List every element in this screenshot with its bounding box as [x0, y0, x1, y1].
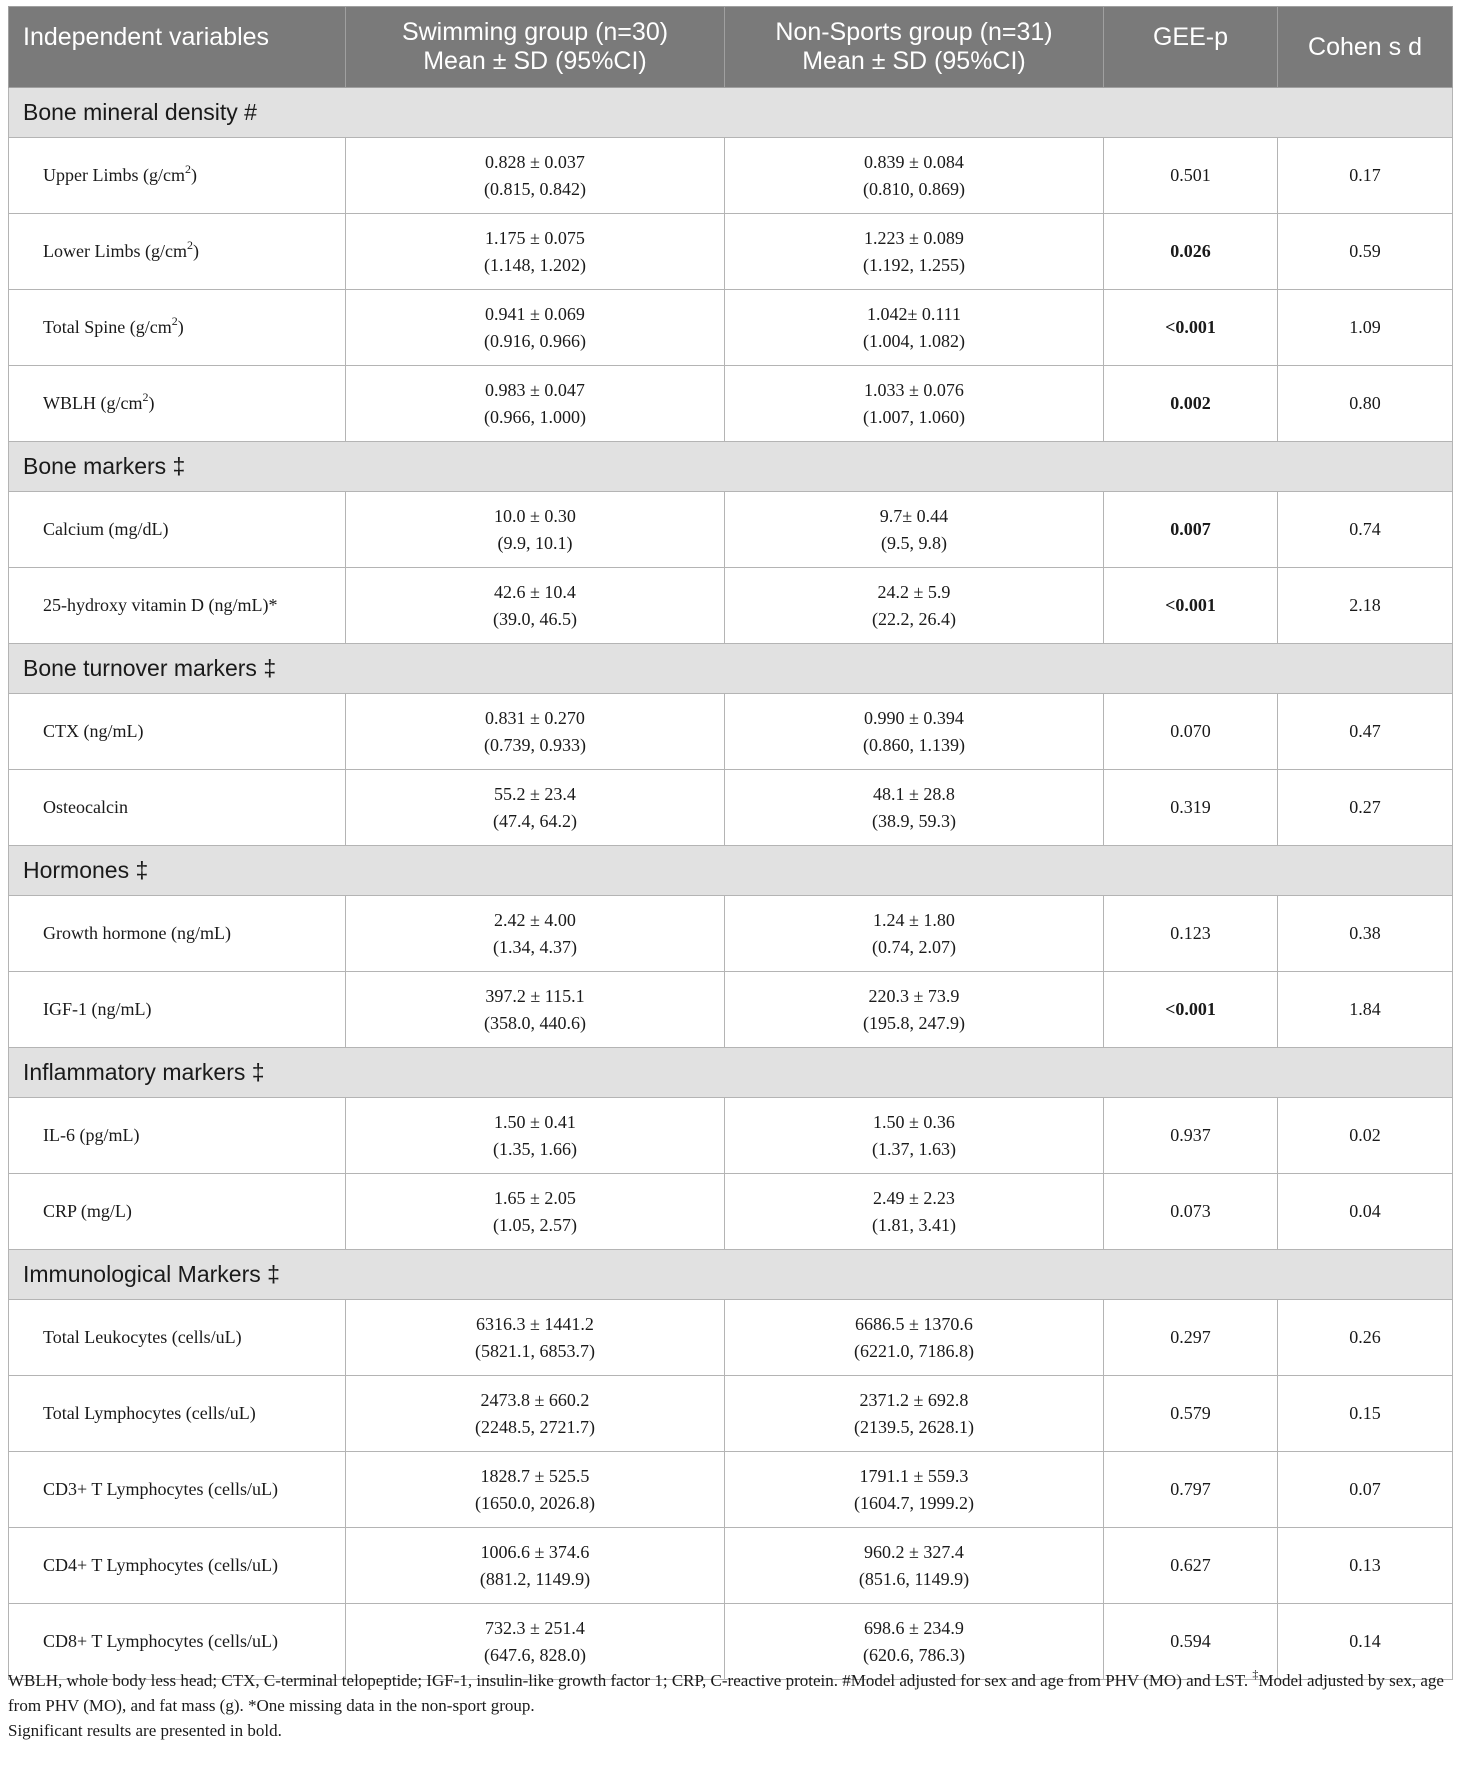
- non-sports-value-cell: [725, 492, 1104, 568]
- swimming-value-cell: [346, 1174, 725, 1250]
- non-sports-mean-sd: 6686.5 ± 1370.6: [855, 1313, 973, 1334]
- header-non-sports-group-line2: Mean ± SD (95%CI): [802, 47, 1026, 75]
- cohens-d-cell: 0.80: [1278, 366, 1453, 442]
- gee-p-cell: 0.026: [1104, 214, 1278, 290]
- table-row: [9, 1452, 1453, 1528]
- gee-p-cell: 0.627: [1104, 1528, 1278, 1604]
- non-sports-ci: (1.192, 1.255): [863, 254, 965, 275]
- non-sports-value-cell: [725, 138, 1104, 214]
- cohens-d-cell: 0.07: [1278, 1452, 1453, 1528]
- swimming-value-cell: [346, 1300, 725, 1376]
- swimming-value-cell: [346, 366, 725, 442]
- non-sports-ci: (1.37, 1.63): [872, 1138, 956, 1159]
- swimming-value-cell: [346, 568, 725, 644]
- non-sports-mean-sd: 1.50 ± 0.36: [873, 1111, 955, 1132]
- variable-cell: [9, 1376, 346, 1452]
- section-row: [9, 644, 1453, 694]
- gee-p-cell: 0.594: [1104, 1604, 1278, 1680]
- non-sports-mean-sd: 1.033 ± 0.076: [864, 379, 964, 400]
- variable-label: IL-6 (pg/mL): [43, 1125, 140, 1145]
- table-row: [9, 1376, 1453, 1452]
- gee-p-cell: 0.501: [1104, 138, 1278, 214]
- variable-unit-superscript: 2: [171, 314, 178, 328]
- non-sports-value-cell: [725, 214, 1104, 290]
- cohens-d-cell: 1.84: [1278, 972, 1453, 1048]
- section-row: [9, 442, 1453, 492]
- variable-label: Calcium (mg/dL): [43, 519, 169, 539]
- table-row: [9, 972, 1453, 1048]
- non-sports-value-cell: [725, 1528, 1104, 1604]
- non-sports-value-cell: [725, 1300, 1104, 1376]
- variable-unit-superscript: 2: [184, 162, 191, 176]
- variable-label-end: ): [190, 165, 197, 185]
- swimming-mean-sd: 2.42 ± 4.00: [494, 909, 576, 930]
- table-row: [9, 214, 1453, 290]
- cohens-d-cell: 0.27: [1278, 770, 1453, 846]
- header-swimming-group-line2: Mean ± SD (95%CI): [423, 47, 647, 75]
- cohens-d-cell: 0.04: [1278, 1174, 1453, 1250]
- swimming-value-cell: [346, 896, 725, 972]
- swimming-ci: (1650.0, 2026.8): [475, 1492, 595, 1513]
- non-sports-ci: (1.81, 3.41): [872, 1214, 956, 1235]
- variable-cell: [9, 366, 346, 442]
- cohens-d-cell: 0.15: [1278, 1376, 1453, 1452]
- cohens-d-cell: 0.38: [1278, 896, 1453, 972]
- variable-cell: [9, 138, 346, 214]
- gee-p-cell: 0.297: [1104, 1300, 1278, 1376]
- non-sports-ci: (620.6, 786.3): [863, 1644, 965, 1665]
- variable-cell: [9, 896, 346, 972]
- table-row: [9, 366, 1453, 442]
- non-sports-mean-sd: 24.2 ± 5.9: [877, 581, 951, 602]
- footnote-abbreviations: [8, 1668, 1448, 1718]
- variable-cell: [9, 1528, 346, 1604]
- swimming-mean-sd: 10.0 ± 0.30: [494, 505, 576, 526]
- non-sports-mean-sd: 48.1 ± 28.8: [873, 783, 955, 804]
- header-non-sports-group-line1: Non-Sports group (n=31): [775, 18, 1053, 46]
- header-gee-p: GEE-p: [1104, 7, 1278, 88]
- cohens-d-cell: 0.13: [1278, 1528, 1453, 1604]
- gee-p-cell: 0.579: [1104, 1376, 1278, 1452]
- variable-label: WBLH (g/cm: [43, 393, 143, 413]
- table-row: [9, 492, 1453, 568]
- swimming-value-cell: [346, 1376, 725, 1452]
- gee-p-cell: <0.001: [1104, 290, 1278, 366]
- gee-p-cell: 0.797: [1104, 1452, 1278, 1528]
- variable-label: Total Leukocytes (cells/uL): [43, 1327, 242, 1347]
- table-header: [9, 7, 1453, 88]
- variable-label: 25-hydroxy vitamin D (ng/mL)*: [43, 595, 278, 615]
- table-row: [9, 1528, 1453, 1604]
- variable-label-end: ): [192, 241, 199, 261]
- cohens-d-cell: 0.02: [1278, 1098, 1453, 1174]
- table-row: [9, 1174, 1453, 1250]
- variable-label: Total Lymphocytes (cells/uL): [43, 1403, 256, 1423]
- non-sports-ci: (0.860, 1.139): [863, 734, 965, 755]
- section-title: Bone mineral density #: [9, 88, 1453, 138]
- cohens-d-cell: 0.26: [1278, 1300, 1453, 1376]
- footnote-significance: Significant results are presented in bold.: [8, 1721, 282, 1740]
- section-row: [9, 1048, 1453, 1098]
- footnote-text-b: Model adjusted by sex, age from PHV (MO), and fat mass (g). *One missing data in the non-sport group.: [8, 1671, 1444, 1715]
- section-title: Inflammatory markers ‡: [9, 1048, 1453, 1098]
- non-sports-value-cell: [725, 290, 1104, 366]
- variable-label-end: ): [177, 317, 184, 337]
- swimming-ci: (0.815, 0.842): [484, 178, 586, 199]
- variable-label: Total Spine (g/cm: [43, 317, 172, 337]
- swimming-value-cell: [346, 1098, 725, 1174]
- table-row: [9, 138, 1453, 214]
- swimming-ci: (5821.1, 6853.7): [475, 1340, 595, 1361]
- swimming-mean-sd: 6316.3 ± 1441.2: [476, 1313, 594, 1334]
- non-sports-ci: (38.9, 59.3): [872, 810, 956, 831]
- swimming-ci: (1.148, 1.202): [484, 254, 586, 275]
- swimming-mean-sd: 397.2 ± 115.1: [485, 985, 585, 1006]
- non-sports-value-cell: [725, 1376, 1104, 1452]
- non-sports-value-cell: [725, 694, 1104, 770]
- non-sports-mean-sd: 960.2 ± 327.4: [864, 1541, 964, 1562]
- section-title: Bone markers ‡: [9, 442, 1453, 492]
- variable-label: CD3+ T Lymphocytes (cells/uL): [43, 1479, 278, 1499]
- non-sports-mean-sd: 1791.1 ± 559.3: [859, 1465, 969, 1486]
- swimming-ci: (1.05, 2.57): [493, 1214, 577, 1235]
- gee-p-cell: 0.002: [1104, 366, 1278, 442]
- variable-cell: [9, 1452, 346, 1528]
- variable-cell: [9, 214, 346, 290]
- swimming-ci: (0.916, 0.966): [484, 330, 586, 351]
- swimming-ci: (647.6, 828.0): [484, 1644, 586, 1665]
- non-sports-ci: (0.810, 0.869): [863, 178, 965, 199]
- swimming-mean-sd: 0.828 ± 0.037: [485, 151, 585, 172]
- non-sports-value-cell: [725, 366, 1104, 442]
- table-row: [9, 290, 1453, 366]
- footnote-text-a: WBLH, whole body less head; CTX, C-terminal telopeptide; IGF-1, insulin-like growth factor 1; CRP, C-reactive protein. #Model adjusted for sex and age from PHV (MO) and LST.: [8, 1671, 1253, 1690]
- non-sports-ci: (195.8, 247.9): [863, 1012, 965, 1033]
- variable-label: Growth hormone (ng/mL): [43, 923, 231, 943]
- non-sports-value-cell: [725, 568, 1104, 644]
- swimming-ci: (47.4, 64.2): [493, 810, 577, 831]
- footnote-dagger: ‡: [1252, 1667, 1259, 1682]
- swimming-value-cell: [346, 214, 725, 290]
- swimming-mean-sd: 1006.6 ± 374.6: [480, 1541, 590, 1562]
- swimming-mean-sd: 55.2 ± 23.4: [494, 783, 576, 804]
- cohens-d-cell: 0.59: [1278, 214, 1453, 290]
- non-sports-value-cell: [725, 770, 1104, 846]
- non-sports-mean-sd: 9.7± 0.44: [879, 505, 949, 526]
- gee-p-cell: 0.073: [1104, 1174, 1278, 1250]
- gee-p-cell: 0.319: [1104, 770, 1278, 846]
- section-row: [9, 1250, 1453, 1300]
- non-sports-mean-sd: 0.839 ± 0.084: [864, 151, 964, 172]
- swimming-mean-sd: 1828.7 ± 525.5: [480, 1465, 590, 1486]
- gee-p-cell: <0.001: [1104, 568, 1278, 644]
- swimming-mean-sd: 0.983 ± 0.047: [485, 379, 585, 400]
- swimming-value-cell: [346, 492, 725, 568]
- variable-cell: [9, 770, 346, 846]
- non-sports-ci: (1.007, 1.060): [863, 406, 965, 427]
- gee-p-cell: 0.937: [1104, 1098, 1278, 1174]
- variable-cell: [9, 492, 346, 568]
- gee-p-cell: 0.123: [1104, 896, 1278, 972]
- variable-label: IGF-1 (ng/mL): [43, 999, 152, 1019]
- swimming-ci: (881.2, 1149.9): [479, 1568, 591, 1589]
- non-sports-ci: (1604.7, 1999.2): [854, 1492, 974, 1513]
- cohens-d-cell: 2.18: [1278, 568, 1453, 644]
- variable-unit-superscript: 2: [186, 238, 193, 252]
- swimming-mean-sd: 1.175 ± 0.075: [485, 227, 585, 248]
- results-table-container: [8, 6, 1452, 1680]
- gee-p-cell: <0.001: [1104, 972, 1278, 1048]
- variable-label-end: ): [148, 393, 155, 413]
- swimming-value-cell: [346, 1452, 725, 1528]
- non-sports-mean-sd: 2.49 ± 2.23: [873, 1187, 955, 1208]
- variable-label: CTX (ng/mL): [43, 721, 144, 741]
- swimming-ci: (9.9, 10.1): [497, 532, 573, 553]
- swimming-mean-sd: 732.3 ± 251.4: [485, 1617, 585, 1638]
- swimming-value-cell: [346, 770, 725, 846]
- swimming-mean-sd: 42.6 ± 10.4: [494, 581, 576, 602]
- table-body: [9, 88, 1453, 1680]
- header-swimming-group-line1: Swimming group (n=30): [401, 18, 669, 46]
- variable-unit-superscript: 2: [142, 390, 149, 404]
- swimming-mean-sd: 0.831 ± 0.270: [485, 707, 585, 728]
- cohens-d-cell: 0.14: [1278, 1604, 1453, 1680]
- swimming-mean-sd: 1.50 ± 0.41: [494, 1111, 576, 1132]
- variable-cell: [9, 1300, 346, 1376]
- non-sports-ci: (2139.5, 2628.1): [854, 1416, 974, 1437]
- non-sports-value-cell: [725, 1174, 1104, 1250]
- non-sports-mean-sd: 2371.2 ± 692.8: [859, 1389, 969, 1410]
- non-sports-ci: (6221.0, 7186.8): [854, 1340, 974, 1361]
- non-sports-mean-sd: 1.042± 0.111: [866, 303, 962, 324]
- swimming-ci: (1.34, 4.37): [493, 936, 577, 957]
- variable-label: Osteocalcin: [43, 797, 128, 817]
- swimming-ci: (0.739, 0.933): [484, 734, 586, 755]
- section-title: Hormones ‡: [9, 846, 1453, 896]
- swimming-ci: (39.0, 46.5): [493, 608, 577, 629]
- non-sports-ci: (1.004, 1.082): [863, 330, 965, 351]
- header-non-sports-group: [725, 7, 1104, 88]
- swimming-value-cell: [346, 694, 725, 770]
- swimming-mean-sd: 1.65 ± 2.05: [494, 1187, 576, 1208]
- variable-cell: [9, 568, 346, 644]
- non-sports-value-cell: [725, 972, 1104, 1048]
- results-table: [8, 6, 1453, 1680]
- swimming-value-cell: [346, 1528, 725, 1604]
- variable-cell: [9, 972, 346, 1048]
- non-sports-mean-sd: 220.3 ± 73.9: [868, 985, 960, 1006]
- section-row: [9, 846, 1453, 896]
- swimming-value-cell: [346, 138, 725, 214]
- non-sports-mean-sd: 698.6 ± 234.9: [864, 1617, 964, 1638]
- section-title: Immunological Markers ‡: [9, 1250, 1453, 1300]
- variable-label: CD4+ T Lymphocytes (cells/uL): [43, 1555, 278, 1575]
- swimming-ci: (2248.5, 2721.7): [475, 1416, 595, 1437]
- swimming-value-cell: [346, 972, 725, 1048]
- table-row: [9, 1098, 1453, 1174]
- gee-p-cell: 0.007: [1104, 492, 1278, 568]
- variable-label: Lower Limbs (g/cm: [43, 241, 187, 261]
- variable-cell: [9, 290, 346, 366]
- non-sports-value-cell: [725, 1098, 1104, 1174]
- cohens-d-cell: 0.47: [1278, 694, 1453, 770]
- swimming-mean-sd: 0.941 ± 0.069: [485, 303, 585, 324]
- non-sports-mean-sd: 1.24 ± 1.80: [873, 909, 955, 930]
- swimming-ci: (0.966, 1.000): [484, 406, 586, 427]
- non-sports-mean-sd: 0.990 ± 0.394: [864, 707, 964, 728]
- swimming-ci: (1.35, 1.66): [493, 1138, 577, 1159]
- swimming-value-cell: [346, 290, 725, 366]
- header-swimming-group: [346, 7, 725, 88]
- non-sports-mean-sd: 1.223 ± 0.089: [864, 227, 964, 248]
- variable-label: CRP (mg/L): [43, 1201, 132, 1221]
- variable-cell: [9, 1098, 346, 1174]
- table-row: [9, 694, 1453, 770]
- swimming-mean-sd: 2473.8 ± 660.2: [480, 1389, 590, 1410]
- non-sports-ci: (851.6, 1149.9): [858, 1568, 970, 1589]
- section-title: Bone turnover markers ‡: [9, 644, 1453, 694]
- non-sports-ci: (0.74, 2.07): [872, 936, 956, 957]
- non-sports-ci: (9.5, 9.8): [881, 532, 947, 553]
- table-row: [9, 896, 1453, 972]
- non-sports-value-cell: [725, 1452, 1104, 1528]
- cohens-d-cell: 0.17: [1278, 138, 1453, 214]
- swimming-ci: (358.0, 440.6): [484, 1012, 586, 1033]
- cohens-d-cell: 1.09: [1278, 290, 1453, 366]
- variable-label: CD8+ T Lymphocytes (cells/uL): [43, 1631, 278, 1651]
- variable-label: Upper Limbs (g/cm: [43, 165, 185, 185]
- non-sports-ci: (22.2, 26.4): [872, 608, 956, 629]
- table-footnote: [8, 1668, 1448, 1743]
- section-row: [9, 88, 1453, 138]
- header-independent-variables: Independent variables: [9, 7, 346, 88]
- non-sports-value-cell: [725, 896, 1104, 972]
- variable-cell: [9, 1174, 346, 1250]
- table-row: [9, 770, 1453, 846]
- gee-p-cell: 0.070: [1104, 694, 1278, 770]
- table-row: [9, 568, 1453, 644]
- cohens-d-cell: 0.74: [1278, 492, 1453, 568]
- variable-cell: [9, 694, 346, 770]
- table-row: [9, 1300, 1453, 1376]
- header-cohens-d: Cohen s d: [1278, 7, 1453, 88]
